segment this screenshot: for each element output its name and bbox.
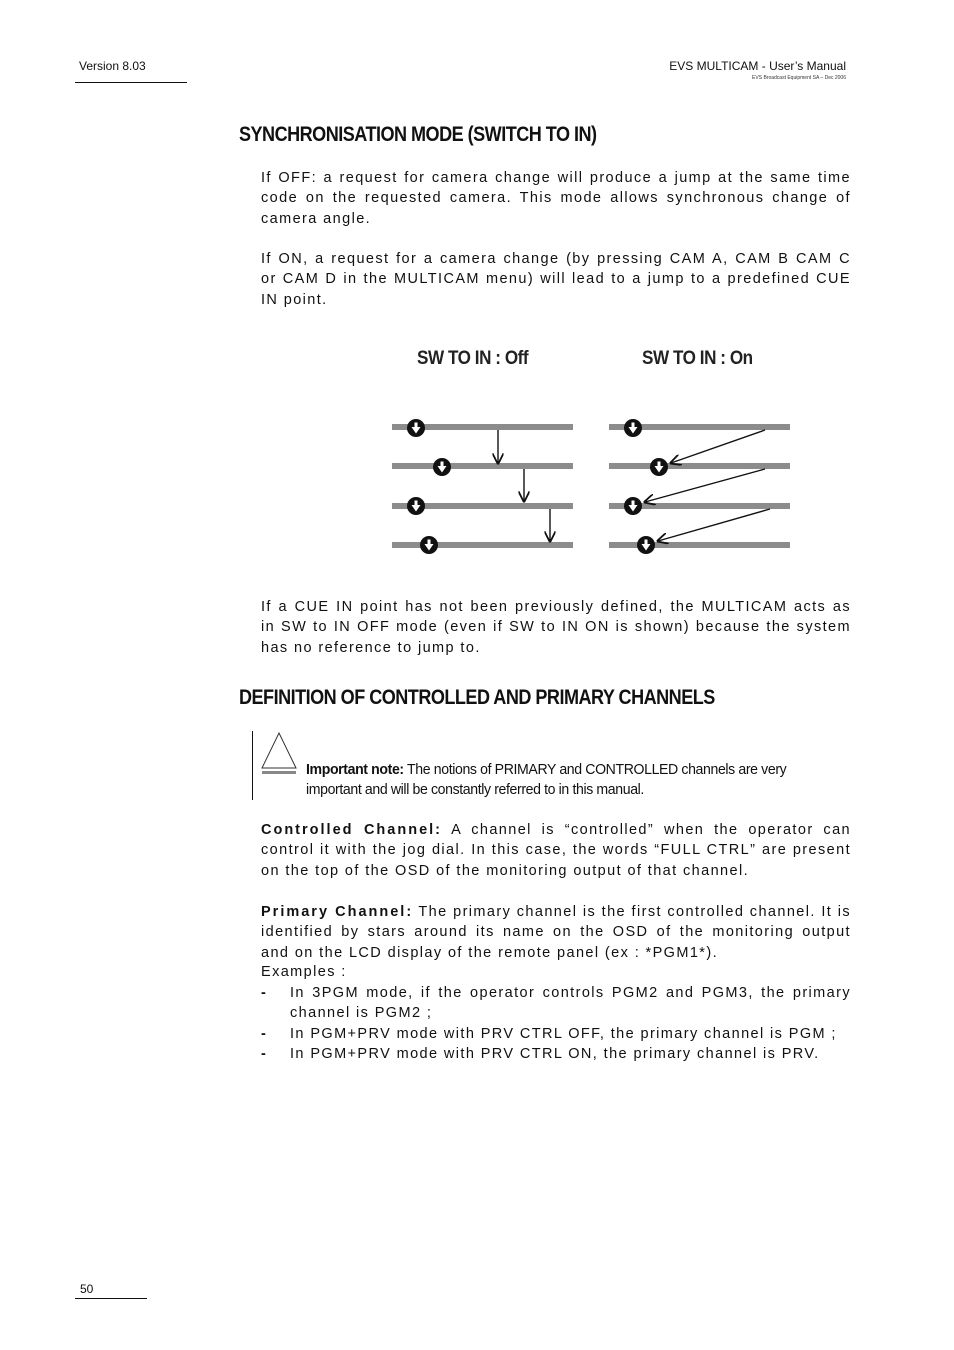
track-on-2 <box>609 463 790 469</box>
track-off-4 <box>392 542 573 548</box>
page-number: 50 <box>80 1282 94 1296</box>
controlled-text: A channel is “controlled” when the operator can control it with the jog dial. In this case, the words “FULL CTRL” are present on the top of the OSD of the monitoring output of that channel. <box>261 822 851 879</box>
header-rule <box>75 82 187 83</box>
cue-icon <box>420 536 438 554</box>
paragraph-off: If OFF: a request for camera change will produce a jump at the same time code on the requested camera. This mode allows synchronous change of camera angle. <box>261 170 851 227</box>
controlled-label: Controlled Channel: <box>261 822 442 838</box>
paragraph-primary-channel <box>261 902 851 963</box>
note-bar <box>252 731 253 800</box>
primary-text: The primary channel is the first controlled channel. It is identified by stars around its name on the OSD of the monitoring output and on the LCD display of the remote panel (ex : *PGM1*). <box>261 904 851 961</box>
jump-arrow <box>658 509 770 541</box>
cue-icon <box>637 536 655 554</box>
publisher-line: EVS Broadcast Equipment SA – Dec 2006 <box>752 75 846 81</box>
warning-triangle-icon <box>260 731 298 777</box>
track-off-2 <box>392 463 573 469</box>
diagram-title-on: SW TO IN : On <box>642 348 753 369</box>
note-label: Important note: <box>306 761 404 778</box>
cue-icon <box>433 458 451 476</box>
cue-icon <box>624 497 642 515</box>
paragraph-controlled-channel <box>261 820 851 881</box>
track-on-4 <box>609 542 790 548</box>
list-item: - In PGM+PRV mode with PRV CTRL OFF, the primary channel is PGM ; <box>261 1024 851 1044</box>
manual-title: EVS MULTICAM - User’s Manual <box>669 59 846 73</box>
list-item: - In PGM+PRV mode with PRV CTRL ON, the primary channel is PRV. <box>261 1044 851 1064</box>
primary-label: Primary Channel: <box>261 904 414 920</box>
cue-icon <box>624 419 642 437</box>
sw-to-in-diagram <box>380 335 800 565</box>
list-item: - In 3PGM mode, if the operator controls PGM2 and PGM3, the primary channel is PGM2 ; <box>261 983 851 1024</box>
section-title-sync-mode: SYNCHRONISATION MODE (SWITCH TO IN) <box>239 123 597 146</box>
diagram-title-off: SW TO IN : Off <box>417 348 529 369</box>
cue-icon <box>407 497 425 515</box>
note-text: The notions of PRIMARY and CONTROLLED channels are very important and will be constantly referred to in this manual. <box>306 761 787 798</box>
section-title-channels: DEFINITION OF CONTROLLED AND PRIMARY CHANNELS <box>239 686 715 709</box>
examples-label: Examples : <box>261 964 347 980</box>
examples-list <box>261 983 851 1064</box>
footer-rule <box>75 1298 147 1299</box>
paragraph-on: If ON, a request for a camera change (by pressing CAM A, CAM B CAM C or CAM D in the MULTICAM menu) will lead to a jump to a predefined CUE IN point. <box>261 251 851 308</box>
version-label: Version 8.03 <box>79 59 146 73</box>
cue-icon <box>407 419 425 437</box>
important-note <box>306 760 804 800</box>
jump-arrow <box>671 430 765 463</box>
cue-icon <box>650 458 668 476</box>
paragraph-cue-in: If a CUE IN point has not been previously defined, the MULTICAM acts as in SW to IN OFF mode (even if SW to IN ON is shown) because the system has no reference to jump to. <box>261 599 851 656</box>
diagram-graphic <box>380 335 800 565</box>
